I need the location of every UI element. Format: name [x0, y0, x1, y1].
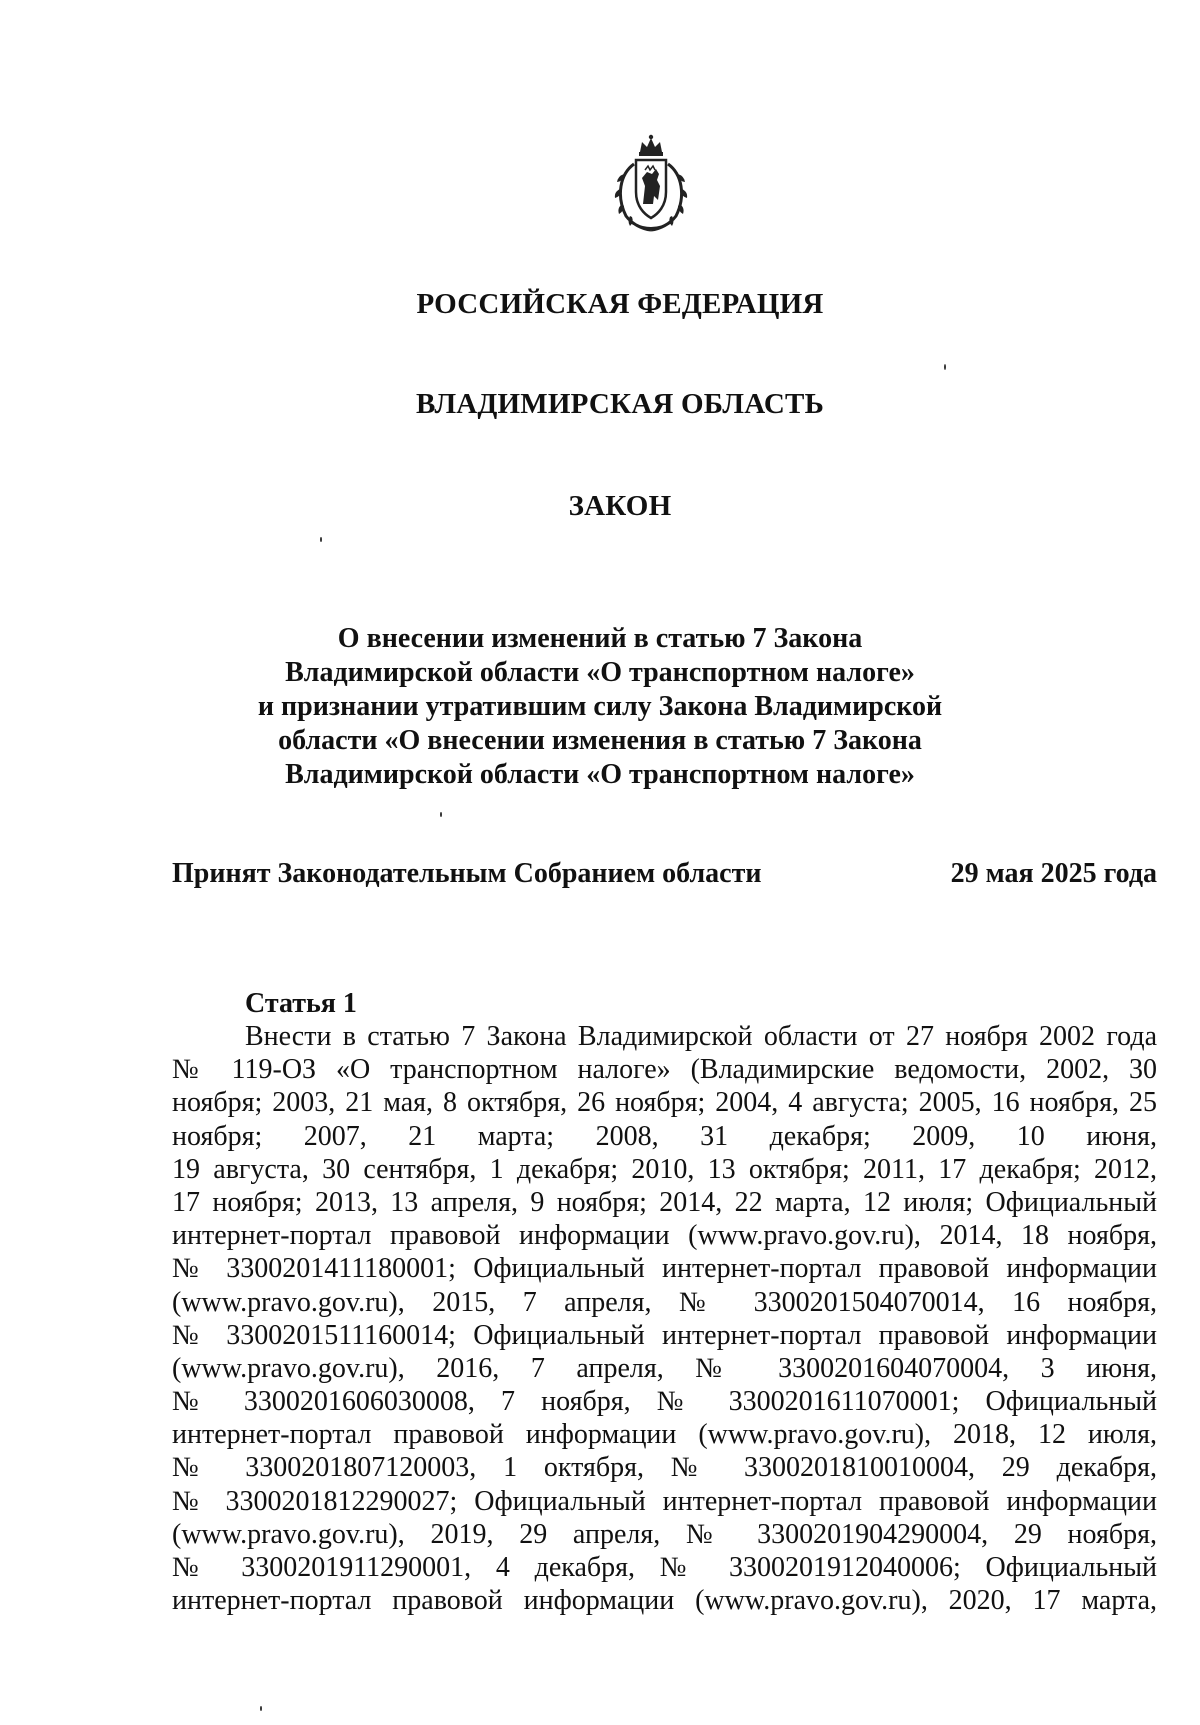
body-line: интернет-портал правовой информации (www.pravo.gov.ru), 2020, 17 марта,	[172, 1585, 1157, 1617]
law-title-line: области «О внесении изменения в статью 7 Закона	[278, 725, 922, 756]
law-title-line: и признании утратившим силу Закона Владимирской	[257, 691, 943, 722]
body-line: (www.pravo.gov.ru), 2015, 7 апреля, № 3300201504070014, 16 ноября,	[172, 1286, 1157, 1318]
body-line: (www.pravo.gov.ru), 2019, 29 апреля, № 3300201904290004, 29 ноября,	[172, 1518, 1157, 1550]
scan-speck	[440, 812, 442, 817]
body-line: № 3300201812290027; Официальный интернет-портал правовой информации	[172, 1485, 1157, 1517]
adoption-label: Принят Законодательным Собранием области	[172, 858, 762, 889]
adoption-date: 29 мая 2025 года	[950, 858, 1157, 889]
body-line: ноября; 2007, 21 марта; 2008, 31 декабря; 2009, 10 июня,	[172, 1120, 1157, 1152]
scan-speck	[944, 364, 946, 370]
body-line: 19 августа, 30 сентября, 1 декабря; 2010, 13 октября; 2011, 17 декабря; 2012,	[172, 1153, 1157, 1185]
body-line: (www.pravo.gov.ru), 2016, 7 апреля, № 3300201604070004, 3 июня,	[172, 1352, 1157, 1384]
coat-of-arms-icon	[612, 134, 690, 234]
region-heading: ВЛАДИМИРСКАЯ ОБЛАСТЬ	[416, 388, 824, 420]
law-title-line: Владимирской области «О транспортном налоге»	[285, 759, 915, 790]
law-title	[0, 622, 1200, 792]
body-line: № 3300201511160014; Официальный интернет-портал правовой информации	[172, 1319, 1157, 1351]
law-heading: ЗАКОН	[568, 490, 672, 522]
federation-heading: РОССИЙСКАЯ ФЕДЕРАЦИЯ	[416, 288, 824, 320]
body-line: 17 ноября; 2013, 13 апреля, 9 ноября; 2014, 22 марта, 12 июля; Официальный	[172, 1186, 1157, 1218]
law-title-line: Владимирской области «О транспортном налоге»	[285, 657, 915, 688]
body-line: № 3300201911290001, 4 декабря, № 3300201912040006; Официальный	[172, 1552, 1157, 1583]
body-line: № 119-ОЗ «О транспортном налоге» (Владимирские ведомости, 2002, 30	[172, 1054, 1157, 1086]
body-line: интернет-портал правовой информации (www.pravo.gov.ru), 2014, 18 ноября,	[172, 1220, 1157, 1252]
body-line: № 3300201807120003, 1 октября, № 3300201810010004, 29 декабря,	[172, 1452, 1157, 1484]
body-line: интернет-портал правовой информации (www.pravo.gov.ru), 2018, 12 июля,	[172, 1419, 1157, 1451]
body-line: № 3300201606030008, 7 ноября, № 3300201611070001; Официальный	[172, 1386, 1157, 1418]
body-line: Внести в статью 7 Закона Владимирской области от 27 ноября 2002 года	[245, 1021, 1157, 1052]
body-line: № 3300201411180001; Официальный интернет-портал правовой информации	[172, 1253, 1157, 1285]
article-heading: Статья 1	[245, 988, 357, 1019]
article-body	[172, 1020, 1157, 1617]
law-title-line: О внесении изменений в статью 7 Закона	[337, 623, 863, 654]
scan-speck	[260, 1706, 262, 1711]
scan-speck	[320, 537, 322, 542]
body-line: ноября; 2003, 21 мая, 8 октября, 26 ноября; 2004, 4 августа; 2005, 16 ноября, 25	[172, 1087, 1157, 1119]
